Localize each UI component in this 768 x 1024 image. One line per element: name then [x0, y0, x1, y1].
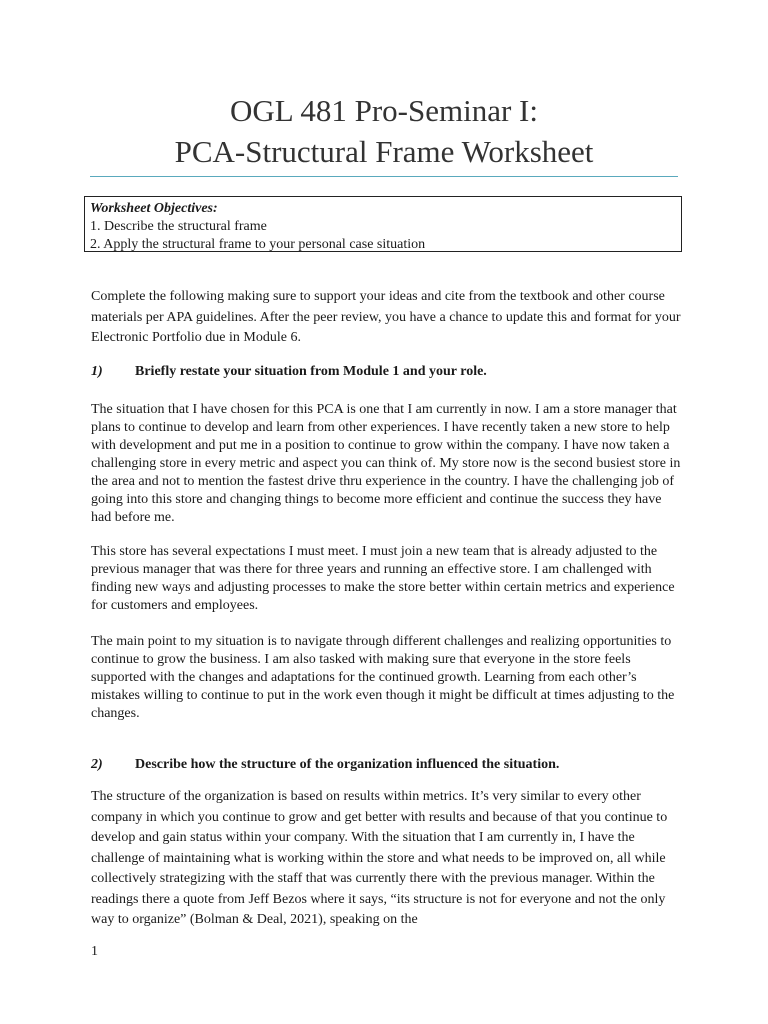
- answer-2-paragraph: The structure of the organization is based on results within metrics. It’s very similar to every other company in which you continue to grow and get better with results and because of that you continue to develop and gain status within your company. With the situation that I am currently in, I have the challenge of maintaining what is working within the store and what needs to be improved on, all while collectively strategizing with the staff that was currently there with the previous manager. Within the readings there a quote from Jeff Bezos where it says, “its structure is not for everyone and not the only way to organize” (Bolman & Deal, 2021), speaking on the: [91, 789, 668, 927]
- title-line-1: OGL 481 Pro-Seminar I:: [230, 93, 538, 128]
- page-number: 1: [91, 944, 98, 959]
- question-1: [91, 363, 683, 381]
- objective-item: 2. Apply the structural frame to your personal case situation: [90, 237, 426, 252]
- question-2-number: 2): [91, 757, 103, 772]
- question-1-text: Briefly restate your situation from Module 1 and your role.: [135, 364, 487, 379]
- title-divider: [90, 176, 678, 177]
- question-2-text: Describe how the structure of the organization influenced the situation.: [135, 757, 560, 772]
- page-title: [0, 90, 768, 172]
- answer-1-paragraph-3: The main point to my situation is to navigate through different challenges and realizing opportunities to continue to grow the business. I am also tasked with making sure that everyone in the store feels supported with the changes and adaptations for the continued growth. Learning from each other’s mistakes willing to continue to put in the work even though it might be difficult at times adjusting to the changes.: [91, 634, 675, 721]
- answer-1-paragraph-1: The situation that I have chosen for this PCA is one that I am currently in now. I am a store manager that plans to continue to develop and learn from other experiences. I have recently taken a new store to help with development and put me in a position to continue to grow within the company. I have now taken a challenging store in every metric and aspect you can think of. My store now is the second busiest store in the area and not to mention the fastest drive thru experience in the country. I have the challenging job of going into this store and changing things to become more efficient and continue the success they have had before me.: [91, 402, 681, 525]
- objective-item: 1. Describe the structural frame: [90, 219, 267, 234]
- question-2: [91, 756, 683, 774]
- title-line-2: PCA-Structural Frame Worksheet: [174, 134, 594, 169]
- question-1-number: 1): [91, 364, 103, 379]
- objectives-heading: Worksheet Objectives:: [90, 201, 218, 216]
- answer-1-paragraph-2: This store has several expectations I must meet. I must join a new team that is already adjusted to the previous manager that was there for three years and running an effective store. I am challenged with finding new ways and adjusting processes to make the store better within certain metrics and experience for customers and employees.: [91, 544, 675, 613]
- intro-paragraph: Complete the following making sure to support your ideas and cite from the textbook and other course materials per APA guidelines. After the peer review, you have a chance to update this and format for your Electronic Portfolio due in Module 6.: [91, 289, 681, 345]
- objectives-box: [84, 196, 682, 252]
